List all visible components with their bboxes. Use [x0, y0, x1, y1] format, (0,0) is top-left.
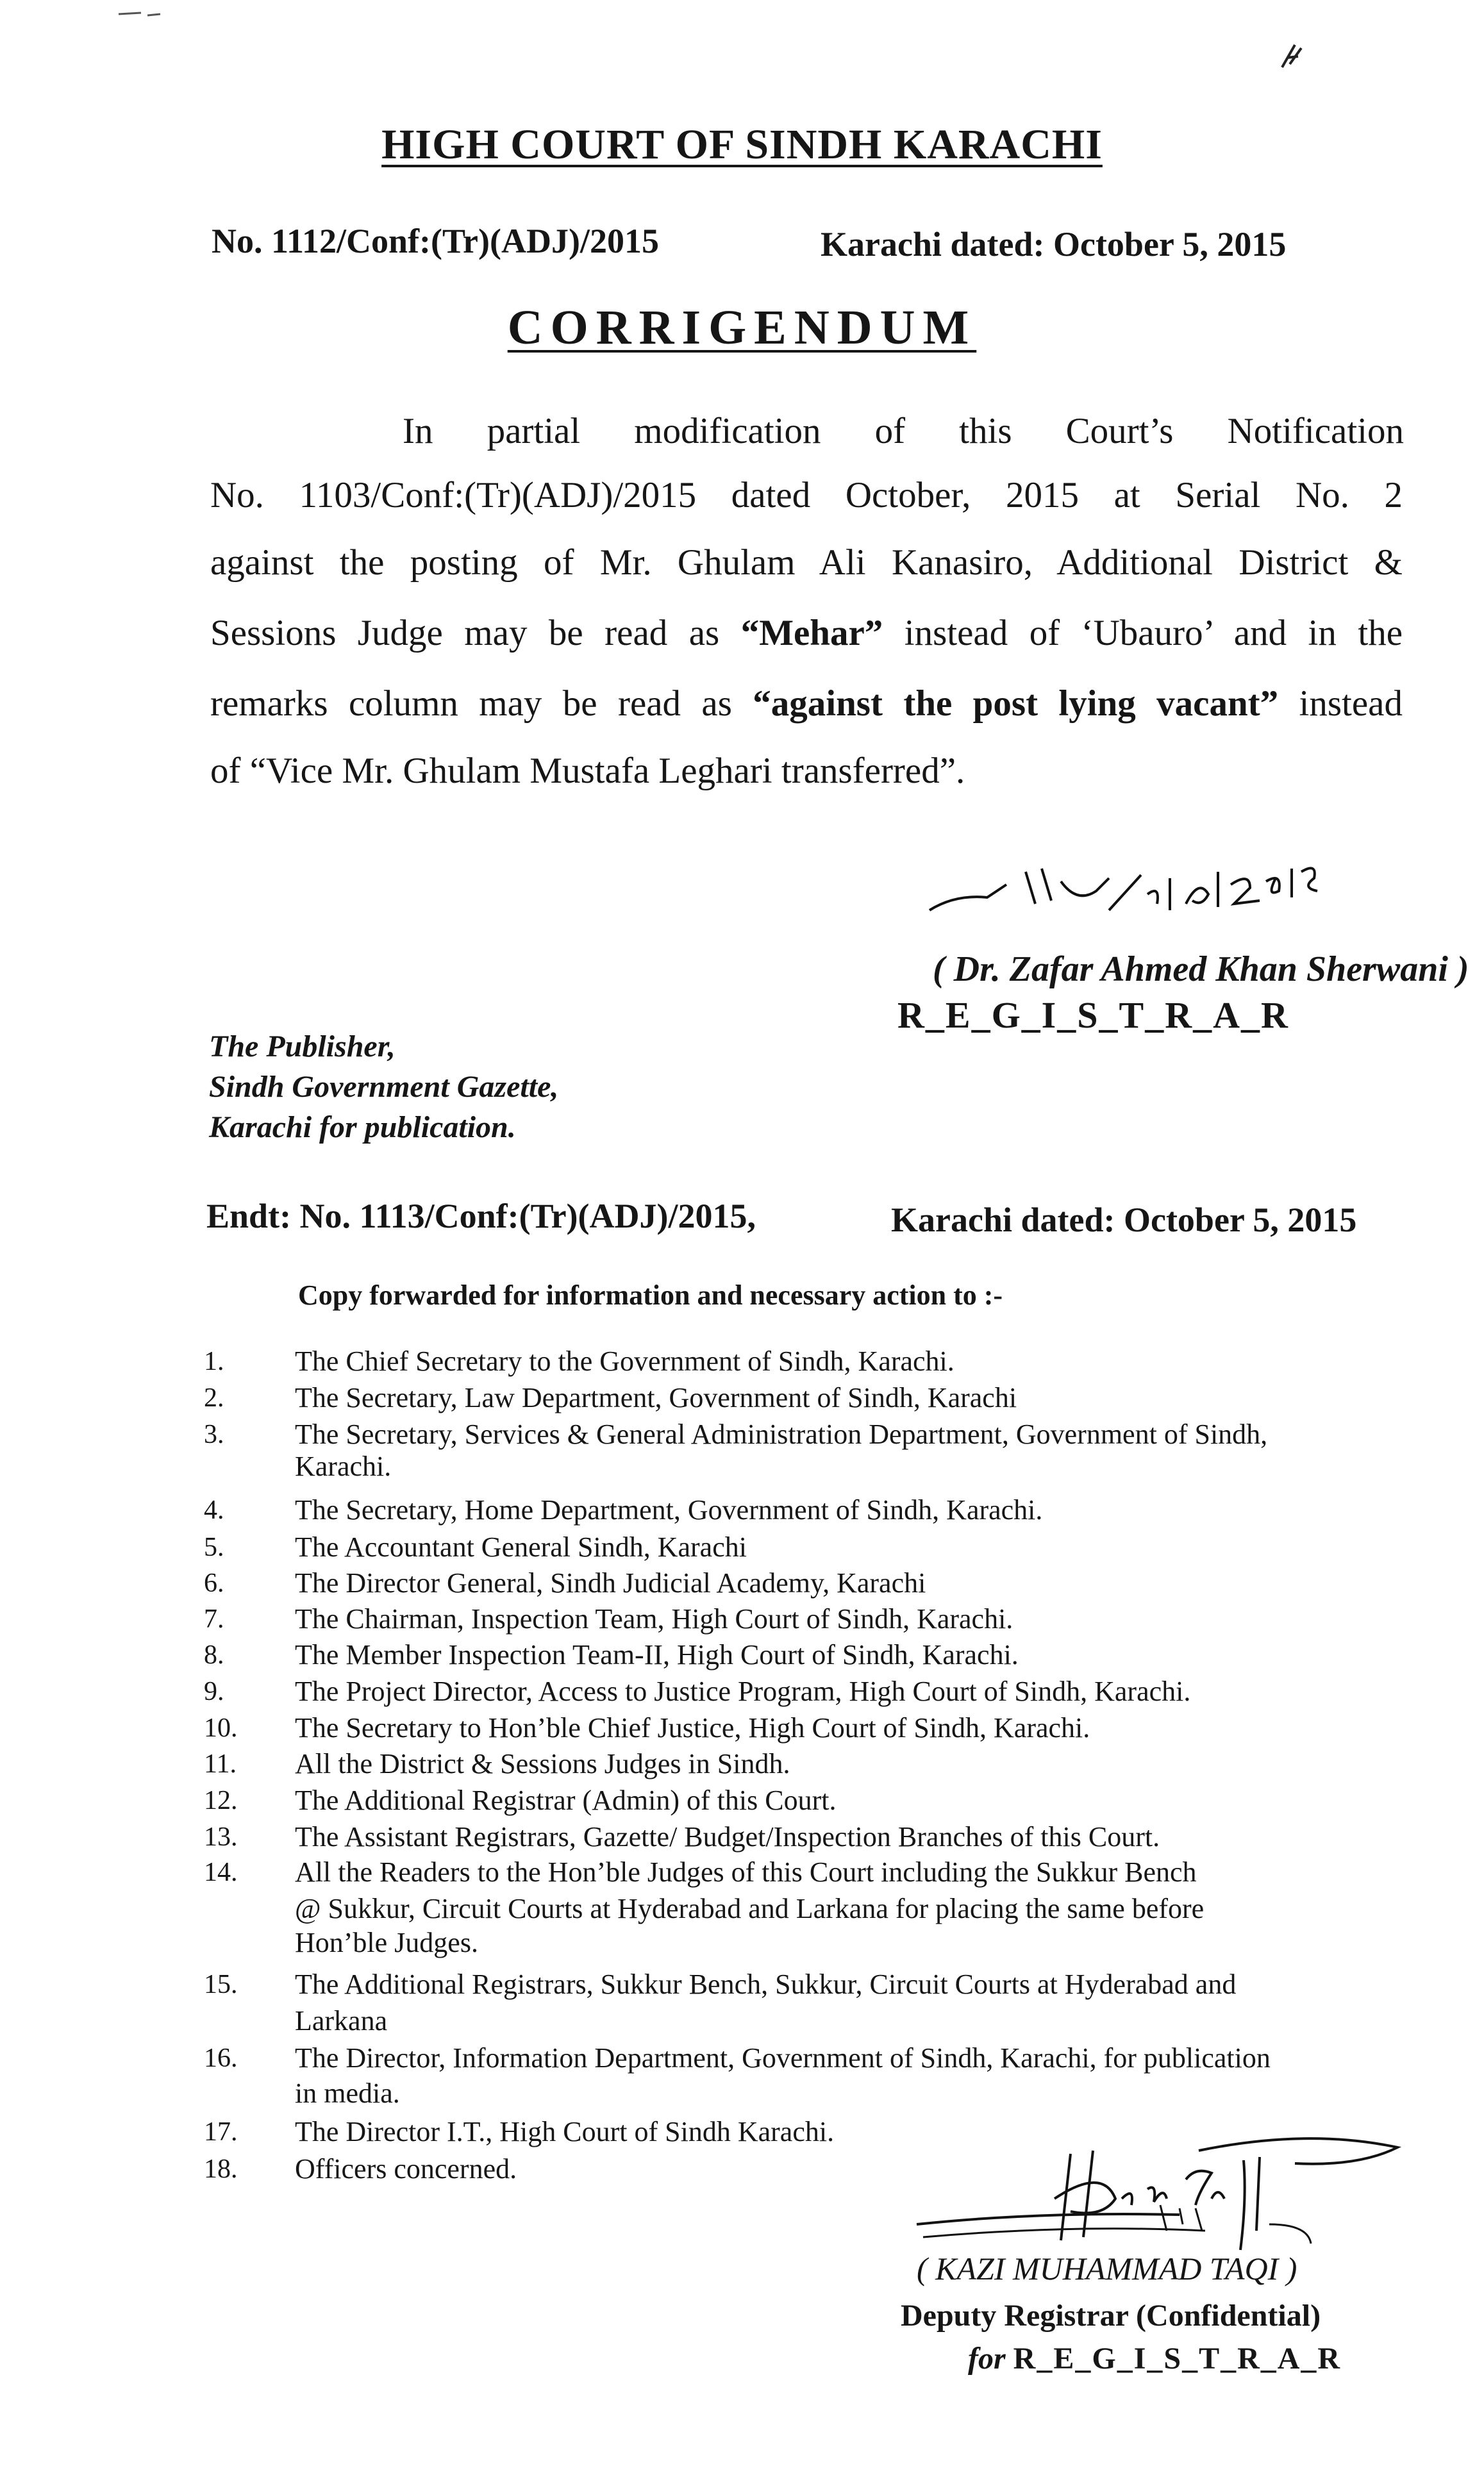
list-item-text: The Secretary, Home Department, Government of Sindh, Karachi.: [295, 1494, 1043, 1526]
list-item-text: The Director, Information Department, Government of Sindh, Karachi, for publication: [295, 2042, 1271, 2074]
list-item-number: 6.: [204, 1569, 224, 1598]
document-title: CORRIGENDUM: [507, 301, 977, 354]
list-item-text: The Secretary, Services & General Administration Department, Government of Sindh,: [295, 1419, 1268, 1450]
list-item-text: Karachi.: [295, 1451, 392, 1482]
list-item-number: 12.: [204, 1786, 238, 1815]
mehar-text: “Mehar”: [740, 613, 883, 653]
deputy-registrar-name: ( KAZI MUHAMMAD TAQI ): [917, 2251, 1297, 2286]
list-item-number: 8.: [204, 1640, 224, 1670]
list-item-text: All the District & Sessions Judges in Sindh.: [295, 1748, 790, 1779]
publisher-line-2: Sindh Government Gazette,: [209, 1070, 559, 1104]
list-item-number: 7.: [204, 1604, 224, 1634]
list-item-text: The Project Director, Access to Justice Program, High Court of Sindh, Karachi.: [295, 1676, 1191, 1707]
list-item-number: 14.: [204, 1858, 238, 1887]
body-line-6: of “Vice Mr. Ghulam Mustafa Leghari transferred”.: [210, 751, 965, 791]
endorsement-number: Endt: No. 1113/Conf:(Tr)(ADJ)/2015,: [206, 1197, 756, 1235]
list-item-number: 3.: [204, 1420, 224, 1449]
body-line-4: [210, 612, 1403, 654]
list-item-number: 9.: [204, 1677, 224, 1706]
list-item-text: The Secretary to Hon’ble Chief Justice, High Court of Sindh, Karachi.: [295, 1712, 1090, 1744]
list-item-text: Larkana: [295, 2005, 388, 2036]
list-item-number: 10.: [204, 1713, 238, 1743]
list-item-text: The Director I.T., High Court of Sindh Karachi.: [295, 2116, 835, 2147]
list-item-text: The Additional Registrar (Admin) of this Court.: [295, 1785, 837, 1816]
for-word: for: [968, 2342, 1006, 2376]
body-line-4-c: instead of ‘Ubauro’ and in the: [883, 613, 1403, 653]
signatory-name: ( Dr. Zafar Ahmed Khan Sherwani ): [933, 949, 1469, 989]
body-line-3: against the posting of Mr. Ghulam Ali Kanasiro, Additional District &: [210, 542, 1403, 583]
list-item-text: The Secretary, Law Department, Government of Sindh, Karachi: [295, 1382, 1017, 1413]
list-item-text: in media.: [295, 2078, 400, 2109]
list-item-number: 11.: [204, 1749, 237, 1779]
post-vacant-text: “against the post lying vacant”: [753, 683, 1279, 724]
deputy-for-line: [968, 2341, 1341, 2376]
list-item-number: 18.: [204, 2154, 238, 2184]
list-item-text: The Assistant Registrars, Gazette/ Budget/Inspection Branches of this Court.: [295, 1821, 1160, 1853]
reference-number: No. 1112/Conf:(Tr)(ADJ)/2015: [212, 222, 659, 260]
list-item-text: All the Readers to the Hon’ble Judges of this Court including the Sukkur Bench: [295, 1856, 1197, 1888]
list-item-number: 16.: [204, 2044, 238, 2073]
endorsement-date: Karachi dated: October 5, 2015: [891, 1201, 1357, 1239]
list-item-text: The Member Inspection Team-II, High Court of Sindh, Karachi.: [295, 1639, 1019, 1670]
reference-date: Karachi dated: October 5, 2015: [821, 225, 1287, 263]
publisher-line-1: The Publisher,: [209, 1029, 396, 1063]
signatory-title: R_E_G_I_S_T_R_A_R: [897, 994, 1289, 1036]
registrar-signature: [917, 833, 1365, 936]
list-item-number: 17.: [204, 2117, 238, 2147]
list-item-text: The Chairman, Inspection Team, High Court of Sindh, Karachi.: [295, 1603, 1013, 1635]
body-line-1: In partial modification of this Court’s Notification: [403, 411, 1404, 451]
body-line-4-a: Sessions Judge may be read as: [210, 613, 741, 653]
list-item-text: Hon’ble Judges.: [295, 1927, 478, 1958]
list-item-number: 13.: [204, 1822, 238, 1852]
court-title: HIGH COURT OF SINDH KARACHI: [381, 121, 1103, 168]
list-item-text: The Accountant General Sindh, Karachi: [295, 1531, 747, 1563]
list-item-number: 4.: [204, 1495, 224, 1525]
list-item-number: 1.: [204, 1347, 224, 1376]
list-item-text: The Director General, Sindh Judicial Academy, Karachi: [295, 1567, 926, 1599]
body-line-5-a: remarks column may be read as: [210, 683, 753, 724]
copy-forwarded-heading: Copy forwarded for information and necessary action to :-: [298, 1279, 1003, 1311]
list-item-text: @ Sukkur, Circuit Courts at Hyderabad and Larkana for placing the same before: [295, 1893, 1205, 1924]
for-registrar: R_E_G_I_S_T_R_A_R: [1013, 2342, 1342, 2376]
list-item-text: Officers concerned.: [295, 2153, 517, 2185]
list-item-number: 2.: [204, 1383, 224, 1413]
page-tick-mark: [1276, 38, 1314, 77]
list-item-text: The Additional Registrars, Sukkur Bench, Sukkur, Circuit Courts at Hyderabad and: [295, 1969, 1237, 2000]
body-line-5: [210, 683, 1403, 724]
list-item-number: 5.: [204, 1533, 224, 1562]
deputy-registrar-title: Deputy Registrar (Confidential): [901, 2299, 1321, 2333]
body-line-2: No. 1103/Conf:(Tr)(ADJ)/2015 dated October, 2015 at Serial No. 2: [210, 475, 1403, 515]
corner-mark: [115, 6, 192, 32]
body-line-5-c: instead: [1278, 683, 1403, 724]
list-item-number: 15.: [204, 1970, 238, 1999]
list-item-text: The Chief Secretary to the Government of Sindh, Karachi.: [295, 1345, 955, 1377]
publisher-line-3: Karachi for publication.: [209, 1110, 516, 1144]
